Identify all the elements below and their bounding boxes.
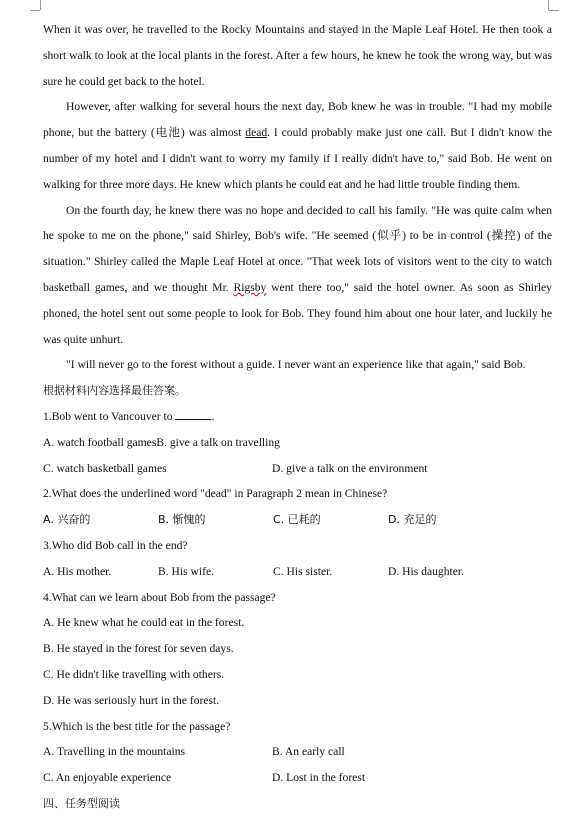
question-1-options-row-1	[43, 430, 552, 456]
paragraph-2	[43, 94, 552, 197]
next-section-heading: 四、任务型阅读	[43, 796, 120, 810]
q1-option-a: A. watch football games	[43, 435, 157, 449]
p2-text-a: However, after walking for several hours the next day, Bob knew he was in trouble. "I had my mobile phone, but the battery (电池) was almost	[43, 100, 552, 140]
crop-mark-right	[548, 0, 549, 10]
q4-option-a: A. He knew what he could eat in the forest.	[43, 616, 245, 630]
q2-option-c: C. 已耗的	[273, 513, 321, 527]
q5-option-b: B. An early call	[272, 745, 345, 759]
q3-option-d: D. His daughter.	[388, 564, 464, 578]
question-2-options	[43, 507, 552, 533]
q2-option-d: D. 充足的	[388, 513, 437, 527]
question-2-stem: 2.What does the underlined word "dead" in Paragraph 2 mean in Chinese?	[43, 487, 388, 501]
p2-text-b: . I could probably make just one call. But I didn't know the number of my hotel and I didn't want to worry my family if I really didn't have to," said Bob. He went on walking for three more days. He knew which plants he could eat and he had little trouble finding them.	[43, 126, 553, 191]
q2-option-a: A. 兴奋的	[43, 513, 91, 527]
spellcheck-word-rigsby: Rigsby	[233, 280, 267, 294]
q1-stem-end: .	[211, 409, 215, 423]
q1-stem-text: 1.Bob went to Vancouver to	[43, 409, 173, 423]
paragraph-1: When it was over, he travelled to the Rocky Mountains and stayed in the Maple Leaf Hotel. He then took a short walk to look at the local plants in the forest. After a few hours, he knew he took the wrong way, but was sure he could get back to the hotel.	[43, 23, 552, 88]
question-3-stem: 3.Who did Bob call in the end?	[43, 538, 188, 552]
q3-option-c: C. His sister.	[273, 564, 333, 578]
q3-option-b: B. His wife.	[158, 564, 215, 578]
question-5-stem: 5.Which is the best title for the passage?	[43, 719, 231, 733]
instruction: 根据材料内容选择最佳答案。	[43, 384, 186, 398]
q2-option-b: B. 惭愧的	[158, 513, 206, 527]
q4-option-d: D. He was seriously hurt in the forest.	[43, 693, 220, 707]
q1-option-d: D. give a talk on the environment	[272, 461, 428, 475]
crop-mark-left-h	[30, 10, 40, 11]
q4-option-c: C. He didn't like travelling with others.	[43, 667, 225, 681]
paragraph-4: "I will never go to the forest without a guide. I never want an experience like that again," said Bob.	[66, 358, 526, 372]
question-4-stem: 4.What can we learn about Bob from the passage?	[43, 590, 276, 604]
answer-blank	[175, 409, 211, 420]
q5-option-c: C. An enjoyable experience	[43, 771, 172, 785]
q5-option-d: D. Lost in the forest	[272, 771, 366, 785]
crop-mark-right-h	[549, 10, 559, 11]
question-3-options	[43, 559, 552, 585]
question-5-options-row-2	[43, 765, 552, 791]
question-5-options-row-1	[43, 739, 552, 765]
p3-text-b: went there too," said the hotel owner. As soon as Shirley phoned, the hotel sent out some people to look for Bob. They found him about one hour later, and luckily he was quite unhurt.	[43, 280, 552, 346]
underlined-word-dead: dead	[245, 126, 268, 140]
question-1-stem	[43, 404, 552, 430]
q4-option-b: B. He stayed in the forest for seven days.	[43, 642, 234, 656]
q1-option-b: B. give a talk on travelling	[156, 435, 280, 449]
paragraph-3	[43, 198, 552, 353]
q5-option-a: A. Travelling in the mountains	[43, 745, 186, 759]
q3-option-a: A. His mother.	[43, 564, 112, 578]
q1-option-c: C. watch basketball games	[43, 461, 167, 475]
p3-text-a: On the fourth day, he knew there was no hope and decided to call his family. "He was quite calm when he spoke to me on the phone," said Shirley, Bob's wife. "He seemed (似乎) to be in control (操控) of the situation." Shirley called the Maple Leaf Hotel at once. "That week lots of visitors went to the city to watch basketball games, and we thought Mr.	[43, 203, 552, 294]
crop-mark-left	[40, 0, 41, 10]
document-body	[43, 17, 552, 817]
question-1-options-row-2	[43, 456, 552, 482]
